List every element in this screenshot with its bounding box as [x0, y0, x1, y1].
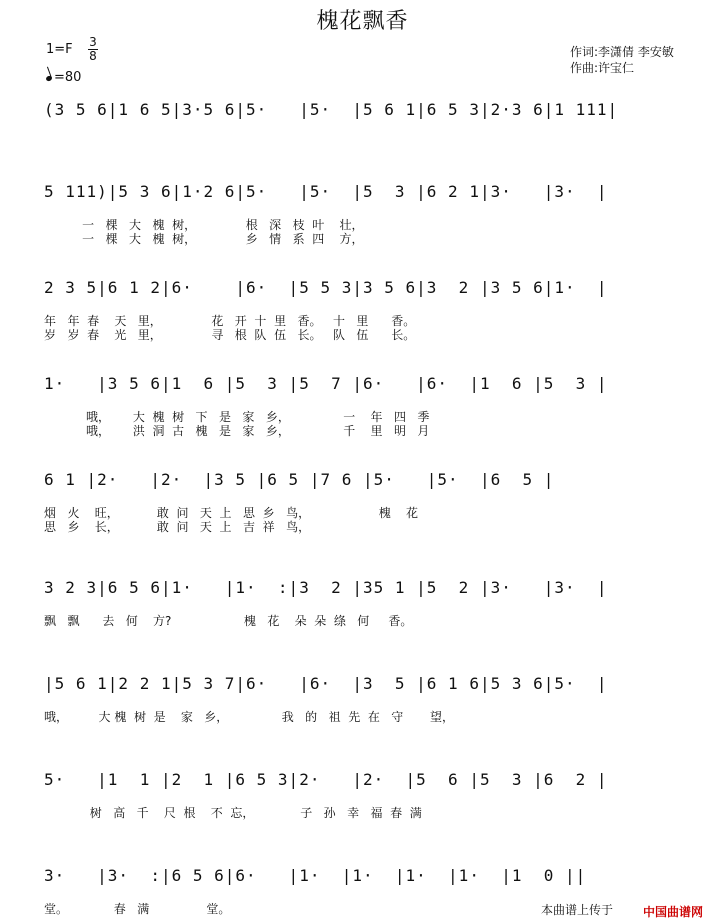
notation-line: 3 2 3|6 5 6|1· |1· :|3 2 |35 1 |5 2 |3· |3· | [44, 578, 608, 597]
lyric-line-1: 树 高 千 尺 根 不 忘， 子 孙 幸 福 春 满 [44, 806, 422, 820]
credits [570, 44, 674, 76]
site-logo[interactable]: 中国曲谱网 [642, 905, 703, 919]
quarter-note-icon [45, 75, 52, 82]
lyric-line-2: 一 棵 大 槐 树， 乡 情 系 四 方， [44, 232, 364, 246]
notation-line: (3 5 6|1 6 5|3·5 6|5· |5· |5 6 1|6 5 3|2·3 6|1 111| [44, 100, 619, 119]
lyric-line-2: 思 乡 长， 敢 问 天 上 吉 祥 鸟， [44, 520, 311, 534]
notation-line: 3· |3· :|6 5 6|6· |1· |1· |1· |1· |1 0 || [44, 866, 587, 885]
lyric-line-1: 飘 飘 去 何 方? 槐 花 朵 朵 绦 何 香。 [44, 614, 413, 628]
lyric-line-1: 烟 火 旺， 敢 问 天 上 思 乡 鸟， 槐 花 [44, 506, 418, 520]
lyric-line-2: 哦， 洪 洞 古 槐 是 家 乡， 千 里 明 月 [44, 424, 430, 438]
song-title: 槐花飘香 [316, 9, 409, 34]
notation-line: |5 6 1|2 2 1|5 3 7|6· |6· |3 5 |6 1 6|5 3 6|5· | [44, 674, 608, 693]
composer-credit: 作曲:许宝仁 [570, 61, 635, 75]
key-signature: 1=F [46, 42, 73, 57]
lyric-line-2: 岁 岁 春 光 里， 寻 根 队 伍 长。 队 伍 长。 [44, 328, 416, 342]
lyric-line-1: 年 年 春 天 里， 花 开 十 里 香。 十 里 香。 [44, 314, 416, 328]
lyric-line-1: 堂。 春 满 堂。 [44, 902, 231, 916]
lyric-line-1: 哦， 大 槐 树 是 家 乡， 我 的 祖 先 在 守 望， [44, 710, 454, 724]
notation-line: 5· |1 1 |2 1 |6 5 3|2· |2· |5 6 |5 3 |6 2 | [44, 770, 608, 789]
tempo-marking [46, 70, 81, 85]
upload-credit: 本曲谱上传于 [540, 903, 613, 917]
time-sig-bottom: 8 [89, 49, 97, 63]
notation-line: 5 111)|5 3 6|1·2 6|5· |5· |5 3 |6 2 1|3· |3· | [44, 182, 608, 201]
time-sig-top: 3 [89, 35, 97, 49]
time-signature [88, 36, 98, 63]
lyric-line-1: 一 棵 大 槐 树， 根 深 枝 叶 壮， [44, 218, 364, 232]
lyric-line-1: 哦， 大 槐 树 下 是 家 乡， 一 年 四 季 [44, 410, 430, 424]
notation-line: 2 3 5|6 1 2|6· |6· |5 5 3|3 5 6|3 2 |3 5 6|1· | [44, 278, 608, 297]
notation-line: 6 1 |2· |2· |3 5 |6 5 |7 6 |5· |5· |6 5 | [44, 470, 555, 489]
lyricist-credit: 作词:李潇倩 李安敏 [570, 45, 674, 59]
notation-line: 1· |3 5 6|1 6 |5 3 |5 7 |6· |6· |1 6 |5 3 | [44, 374, 608, 393]
tempo-value: =80 [54, 70, 82, 85]
